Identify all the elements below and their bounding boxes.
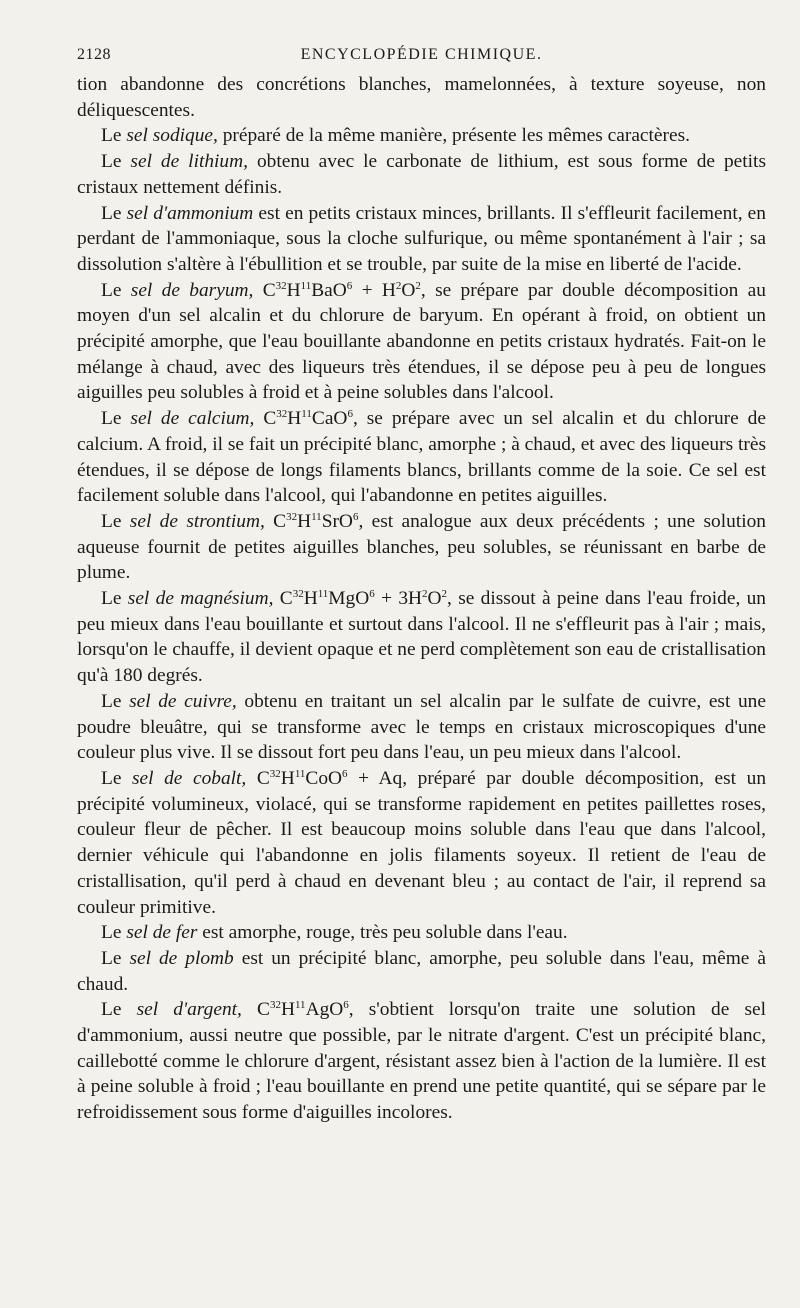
superscript: 2 [422,588,428,601]
superscript: 6 [342,767,348,780]
italic-term: sel de plomb [129,947,234,969]
text-run: O [401,279,416,301]
paragraph [77,201,766,278]
paragraph [77,509,766,586]
superscript: 6 [369,588,375,601]
paragraph [77,997,766,1126]
paragraph [77,586,766,689]
italic-term: sel sodique, [126,125,218,147]
page-number: 2128 [77,46,111,63]
text-run: est en petits cristaux minces, brillants. Il s'effleurit facilement, en perdant de l'ammoniaque, sous la cloche sulfurique, ou même spontanément à l'air ; sa dissolution s'altère à l'ébullition et se trouble, par suite de la mise en liberté de l'acide. [77,202,766,275]
superscript: 6 [347,408,353,421]
text-run: + Aq, préparé par double décomposition, est un précipité volumineux, violacé, qui se transforme rapidement en petites paillettes roses, couleur fleur de pêcher. Il est beaucoup moins soluble dans l'eau que dans l'alcool, dernier véhicule qui l'abandonne en jolis filaments soyeux. Il retient de l'eau de cristallisation, qu'il perd à chaud en devenant bleu ; au contact de l'air, il reprend sa couleur primitive. [77,767,767,918]
text-run: C [241,999,270,1021]
text-run: tion abandonne des concrétions blanches, mamelonnées, à texture soyeuse, non déliquescentes. [77,74,766,121]
text-run: Le [101,922,127,944]
superscript: 32 [269,999,281,1012]
text-run: Le [101,690,130,712]
superscript: 11 [294,999,306,1012]
text-run: Le [101,151,131,173]
text-run: obtenu avec le carbonate de lithium, est sous forme de petits cristaux nettement définis. [77,151,766,198]
italic-term: sel de lithium, [130,151,248,173]
running-title: ENCYCLOPÉDIE CHIMIQUE. [300,46,543,63]
superscript: 6 [346,279,353,292]
superscript: 11 [294,767,306,780]
superscript: 11 [300,279,312,292]
superscript: 11 [317,588,329,601]
superscript: 11 [301,408,312,421]
text-run: obtenu en traitant un sel alcalin par le sulfate de cuivre, est une poudre bleuâtre, qui se transforme avec le temps en cristaux microscopiques d'une couleur plus vive. Il se dissout fort peu dans l'eau, un peu mieux dans l'alcool. [77,690,766,764]
text-run: BaO [311,279,347,301]
superscript: 32 [269,767,281,780]
italic-term: sel de magnésium, [127,588,274,610]
superscript: 32 [292,588,304,601]
text-run: , se dissout à peine dans l'eau froide, un peu mieux dans l'eau bouillante et surtout dans l'alcool. Il ne s'effleurit pas à l'air ; mais, lorsqu'on le chauffe, il devient opaque et ne perd complètement son eau de cristallisation qu'à 180 degrés. [77,588,766,687]
text-run: SrO [321,510,353,532]
text-run: C [253,279,276,301]
paragraph [77,766,766,920]
paragraph [77,149,766,200]
text-run: est amorphe, rouge, très peu soluble dans l'eau. [197,922,568,944]
text-run: MgO [328,588,370,610]
page-header [77,40,766,70]
text-run: AgO [305,999,344,1021]
italic-term: sel de baryum, [130,279,254,301]
text-run: Le [101,510,130,532]
paragraph [77,278,766,407]
text-run: est un précipité blanc, amorphe, peu soluble dans l'eau, même à chaud. [77,947,766,995]
text-run: H [287,408,302,430]
text-run: C [264,510,287,532]
superscript: 6 [343,999,349,1012]
text-run: Le [101,767,133,789]
text-run: C [273,588,293,610]
text-run: O [427,588,442,610]
text-run: H [280,767,295,789]
italic-term: sel d'ammonium [126,202,254,224]
paragraph [77,946,766,997]
text-run: Le [101,408,131,430]
text-run: Le [101,999,137,1021]
text-run: , se prépare avec un sel alcalin et du chlorure de calcium. A froid, il se fait un précipité blanc, amorphe ; à chaud, et avec des liqueurs très étendues, il se dépose de longs filaments blancs, brillants comme de la soie. Ce sel est facilement soluble dans l'alcool, qui l'abandonne en petites aiguilles. [77,408,766,507]
text-run: C [246,767,270,789]
text-run: préparé de la même manière, présente les mêmes caractères. [217,125,690,147]
superscript: 6 [352,510,359,523]
text-run: H [303,588,318,610]
italic-term: sel de strontium, [129,510,265,532]
text-run: , s'obtient lorsqu'on traite une solution de sel d'ammonium, aussi neutre que possible, par le nitrate d'argent. C'est un précipité blanc, caillebotté comme le chlorure d'argent, résistant assez bien à l'action de la lumière. Il est à peine soluble à froid ; l'eau bouillante en prend une petite quantité, qui se sépare par le refroidissement sous forme d'aiguilles incolores. [77,999,766,1124]
superscript: 32 [275,279,287,292]
paragraph [77,72,766,123]
text-run: + 3H [374,588,423,610]
text-run: CoO [305,767,343,789]
paragraph [77,920,766,946]
text-run: Le [101,588,128,610]
text-run: CaO [311,408,348,430]
paragraph [77,123,766,149]
italic-term: sel de fer [126,922,198,944]
italic-term: sel de cuivre, [129,690,237,712]
text-run: Le [101,947,130,969]
text-run: Le [101,202,127,224]
superscript: 2 [415,279,421,292]
text-run: H [280,999,295,1021]
text-run: H [297,510,312,532]
superscript: 11 [311,510,322,523]
superscript: 32 [286,510,298,523]
text-run: C [254,408,277,430]
paragraph [77,406,766,509]
italic-term: sel de cobalt, [132,767,247,789]
paragraph [77,689,766,766]
italic-term: sel de calcium, [130,408,255,430]
text-run: , est analogue aux deux précédents ; une solution aqueuse fournit de petites aiguilles blanches, peu solubles, se réunissant en barbe de plume. [77,510,766,584]
text-run: Le [101,279,131,301]
superscript: 32 [276,408,288,421]
text-run: Le [101,125,127,147]
text-run: , se prépare par double décomposition au moyen d'un sel alcalin et du chlorure de baryum. En opérant à froid, on obtient un précipité amorphe, que l'eau bouillante abandonne en petits cristaux hydratés. Fait-on le mélange à chaud, avec des liqueurs très étendues, il se dépose peu à peu de longues aiguilles peu solubles à froid et à peine solubles dans l'alcool. [77,279,766,404]
italic-term: sel d'argent, [136,999,242,1021]
text-run: + H [352,279,396,301]
superscript: 2 [395,279,402,292]
body-text [77,72,766,1126]
superscript: 2 [441,588,448,601]
text-run: H [286,279,301,301]
